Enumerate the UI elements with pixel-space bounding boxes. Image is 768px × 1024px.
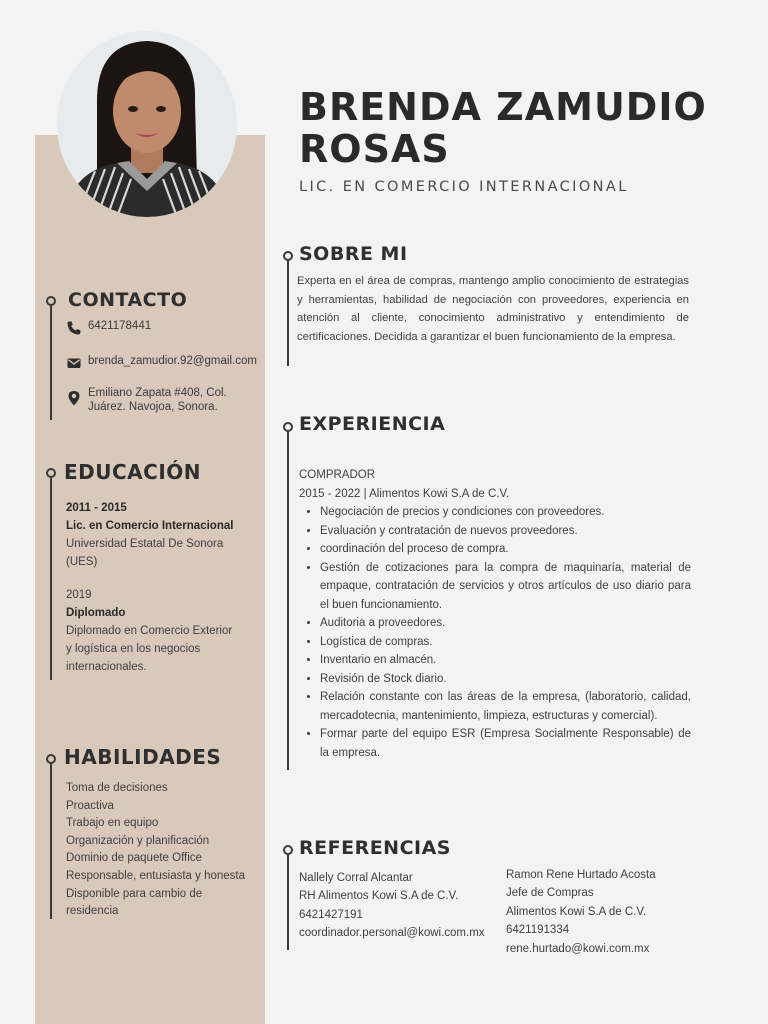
reference-1 — [299, 869, 485, 943]
about-divider-line — [287, 259, 289, 366]
references-divider-line — [287, 853, 289, 950]
profession-subtitle: LIC. EN COMERCIO INTERNACIONAL — [299, 179, 629, 195]
contact-email: brenda_zamudior.92@gmail.com — [88, 355, 257, 367]
skill-item: Proactiva — [66, 799, 114, 812]
location-pin-icon — [66, 390, 82, 406]
skill-item: Dominio de paquete Office — [66, 852, 202, 865]
experience-bullet: • coordinación del proceso de compra. — [320, 540, 691, 559]
education-desc-line-2: y logística en los negocios — [66, 643, 201, 655]
experience-entry — [299, 466, 691, 762]
experience-bullet: • Gestión de cotizaciones para la compra de maquinaría, material de empaque, contratación de servicios y otros artículos de uso diario para el buen funcionamiento. — [320, 559, 691, 615]
experience-bullets — [299, 503, 691, 762]
education-title: EDUCACIÓN — [64, 460, 202, 484]
reference-position: RH Alimentos Kowi S.A de C.V. — [299, 890, 459, 903]
education-school-line-2: (UES) — [66, 556, 98, 568]
education-degree: Lic. en Comercio Internacional — [66, 520, 234, 532]
reference-company: Alimentos Kowi S.A de C.V. — [506, 905, 647, 918]
about-title: SOBRE MI — [299, 243, 408, 265]
skills-list — [66, 780, 261, 921]
contact-title: CONTACTO — [68, 289, 188, 311]
experience-bullet: • Inventario en almacén. — [320, 651, 691, 670]
reference-email: rene.hurtado@kowi.com.mx — [506, 942, 650, 955]
phone-icon — [66, 320, 82, 336]
contact-divider-line — [50, 304, 52, 420]
reference-2 — [506, 866, 656, 958]
skill-item: Organización y planificación — [66, 834, 210, 847]
experience-bullet: • Formar parte del equipo ESR (Empresa Socialmente Responsable) de la empresa. — [320, 725, 691, 762]
reference-phone: 6421191334 — [506, 924, 570, 937]
experience-period: 2015 - 2022 | Alimentos Kowi S.A de C.V. — [299, 487, 510, 500]
contact-address-line-1: Emiliano Zapata #408, Col. — [88, 387, 227, 399]
education-item-1 — [66, 499, 256, 571]
experience-bullet: • Relación constante con las áreas de la empresa, (laboratorio, calidad, mercadotecnia, mantenimiento, limpieza, estructuras y comercial). — [320, 688, 691, 725]
full-name — [299, 86, 739, 170]
contact-phone: 6421178441 — [88, 320, 152, 332]
reference-position: Jefe de Compras — [506, 887, 594, 900]
skills-divider-line — [50, 762, 52, 919]
experience-divider-line — [287, 430, 289, 770]
experience-bullet: • Auditoria a proveedores. — [320, 614, 691, 633]
experience-bullet: • Revisión de Stock diario. — [320, 670, 691, 689]
education-years: 2019 — [66, 589, 92, 601]
references-title: REFERENCIAS — [299, 837, 451, 859]
education-desc-line-1: Diplomado en Comercio Exterior — [66, 625, 233, 637]
experience-bullet: • Negociación de precios y condiciones con proveedores. — [320, 503, 691, 522]
reference-phone: 6421427191 — [299, 908, 363, 921]
skill-item: Toma de decisiones — [66, 782, 168, 794]
name-line-2: ROSAS — [299, 127, 450, 171]
experience-bullet: • Evaluación y contratación de nuevos proveedores. — [320, 522, 691, 541]
contact-address-line-2: Juárez. Navojoa, Sonora. — [88, 400, 218, 413]
reference-name: Ramon Rene Hurtado Acosta — [506, 869, 656, 881]
about-text: Experta en el área de compras, mantengo amplio conocimiento de estrategias y herramientas, habilidad de negociación con proveedores, experiencia en atención al cliente, conocimiento administrativo y entendimiento de certificaciones. Decidida a garantizar el buen funcionamiento de la empresa. — [297, 275, 689, 343]
name-line-1: BRENDA ZAMUDIO — [299, 85, 707, 129]
experience-bullet: • Logística de compras. — [320, 633, 691, 652]
education-item-2 — [66, 586, 256, 676]
mail-icon — [66, 355, 82, 371]
education-divider-line — [50, 476, 52, 680]
profile-photo — [57, 31, 237, 217]
reference-email: coordinador.personal@kowi.com.mx — [299, 927, 485, 940]
education-years: 2011 - 2015 — [66, 502, 127, 514]
education-desc-line-3: internacionales. — [66, 661, 147, 673]
skill-item: Trabajo en equipo — [66, 817, 159, 830]
profile-photo-illustration — [57, 31, 237, 217]
education-school-line-1: Universidad Estatal De Sonora — [66, 538, 224, 550]
education-degree: Diplomado — [66, 607, 126, 619]
experience-title: EXPERIENCIA — [299, 413, 446, 435]
skills-title: HABILIDADES — [64, 745, 222, 769]
experience-role: COMPRADOR — [299, 469, 376, 481]
reference-name: Nallely Corral Alcantar — [299, 872, 413, 884]
skill-item: residencia — [66, 905, 119, 918]
skill-item: Disponible para cambio de — [66, 887, 203, 900]
skill-item: Responsable, entusiasta y honesta — [66, 869, 246, 882]
